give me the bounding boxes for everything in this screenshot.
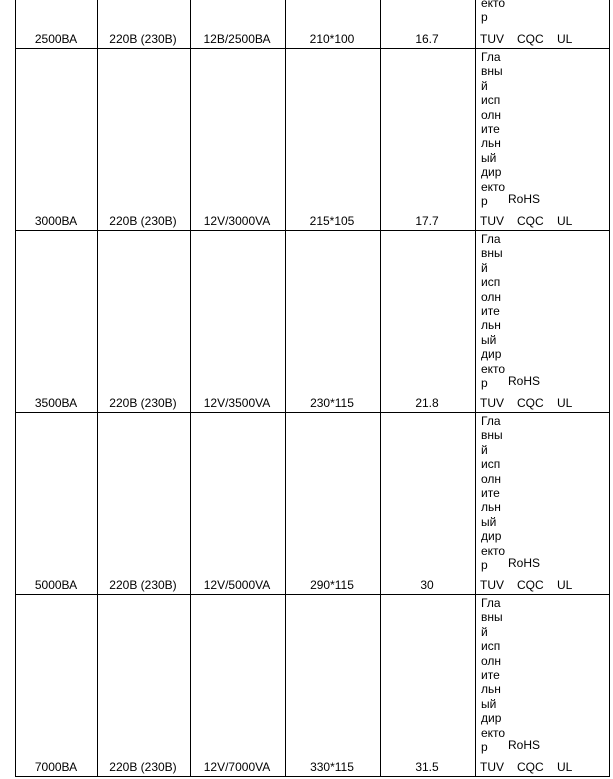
table-column-rule: [15, 0, 16, 776]
weight-cell: 17.7: [415, 214, 439, 228]
rohs-label: RoHS: [508, 738, 541, 752]
power-cell: 2500ВА: [34, 32, 78, 46]
cert-badge: UL: [557, 396, 573, 410]
table-column-rule: [190, 0, 191, 776]
cert-badge: UL: [557, 214, 573, 228]
cert-badge: CQC: [517, 578, 544, 592]
power-cell: 3500ВА: [34, 396, 78, 410]
cert-badge: CQC: [517, 32, 544, 46]
size-cell: 210*100: [309, 32, 355, 46]
voltage-cell: 220В (230В): [109, 214, 177, 228]
stacked-label: екто р: [481, 0, 506, 25]
weight-cell: 31.5: [415, 760, 439, 774]
table-column-rule: [380, 0, 381, 776]
table-column-rule: [475, 0, 476, 776]
size-cell: 230*115: [310, 396, 354, 410]
size-cell: 330*115: [310, 760, 354, 774]
output-cell: 12V/3000VA: [203, 214, 271, 228]
stacked-label: Гла вны й исп олн ите льн ый дир екто р: [481, 232, 506, 391]
voltage-cell: 220В (230В): [109, 578, 177, 592]
cert-badge: TUV: [480, 396, 504, 410]
cert-badge: TUV: [480, 578, 504, 592]
cert-badge: CQC: [517, 214, 544, 228]
table-row-rule: [15, 48, 610, 49]
cert-badge: UL: [557, 32, 573, 46]
cert-badge: TUV: [480, 32, 504, 46]
rohs-label: RoHS: [508, 556, 541, 570]
stacked-label: Гла вны й исп олн ите льн ый дир екто р: [481, 50, 506, 209]
table-row-rule: [15, 776, 610, 777]
voltage-cell: 220В (230В): [109, 396, 177, 410]
weight-cell: 16.7: [415, 32, 439, 46]
table-column-rule: [97, 0, 98, 776]
voltage-cell: 220В (230В): [109, 760, 177, 774]
output-cell: 12V/3500VA: [203, 396, 271, 410]
cert-badge: CQC: [517, 396, 544, 410]
rohs-label: RoHS: [508, 374, 541, 388]
power-cell: 7000ВА: [34, 760, 78, 774]
cert-badge: CQC: [517, 760, 544, 774]
output-cell: 12V/7000VA: [203, 760, 271, 774]
cert-badge: UL: [557, 578, 573, 592]
voltage-cell: 220В (230В): [109, 32, 177, 46]
weight-cell: 30: [420, 578, 434, 592]
power-cell: 3000ВА: [34, 214, 78, 228]
stacked-label: Гла вны й исп олн ите льн ый дир екто р: [481, 414, 506, 573]
size-cell: 215*105: [309, 214, 355, 228]
table-column-rule: [609, 0, 610, 776]
rohs-label: RoHS: [508, 192, 541, 206]
cert-badge: TUV: [480, 760, 504, 774]
size-cell: 290*115: [310, 578, 354, 592]
cert-badge: TUV: [480, 214, 504, 228]
cert-badge: UL: [557, 760, 573, 774]
output-cell: 12В/2500ВА: [203, 32, 271, 46]
output-cell: 12V/5000VA: [203, 578, 271, 592]
table-column-rule: [285, 0, 286, 776]
stacked-label: Гла вны й исп олн ите льн ый дир екто р: [481, 596, 506, 755]
table-row-rule: [15, 594, 610, 595]
power-cell: 5000ВА: [34, 578, 78, 592]
table-row-rule: [15, 230, 610, 231]
weight-cell: 21.8: [415, 396, 439, 410]
table-row-rule: [15, 412, 610, 413]
